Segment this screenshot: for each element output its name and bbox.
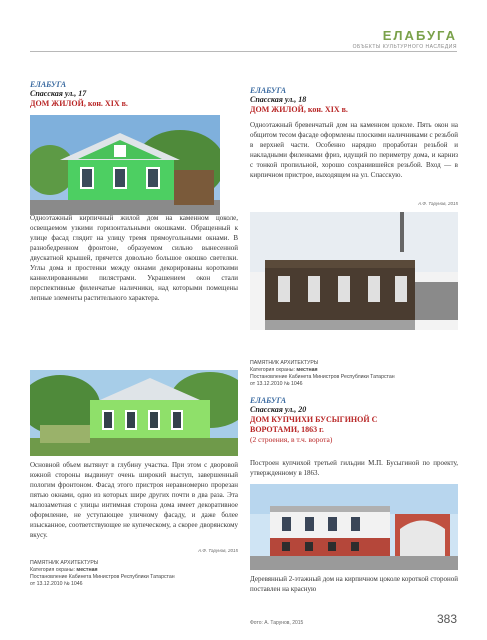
house-title: ДОМ КУПЧИХИ БУСЫГИНОЙ С ВОРОТАМИ, 1863 г. <box>250 415 378 434</box>
house-title: ДОМ ЖИЛОЙ, кон. XIX в. <box>250 105 348 114</box>
page-number: 383 <box>436 612 457 626</box>
city-label: ЕЛАБУГА <box>250 396 287 405</box>
photo-house-17-front <box>30 115 220 215</box>
entry-18-description: Одноэтажный бревенчатый дом на каменном цоколе. Пять окон на общитом тесом фасаде оформлены плоскими наличниками с резьбой в верхней части. Особенно нарядно проработан резьбой и накладными филенками фриз, идущий по периметру дома, и карниз с тонкой пропильной, хорошо сохранившейся резьбой. Вход — в кирпичном пристрое, выходящем на ул. Спасскую. <box>250 121 458 179</box>
monument-info-18 <box>250 360 460 388</box>
photo-house-20 <box>250 484 458 570</box>
street-address: Спасская ул., 17 <box>30 89 87 98</box>
header-divider <box>30 51 457 52</box>
entry-20-description-2: Деревянный 2-этажный дом на кирпичном цоколе короткой стороной поставлен на красную <box>250 575 458 593</box>
house-note: (2 строения, в т.ч. ворота) <box>250 435 333 444</box>
street-address: Спасская ул., 20 <box>250 405 307 414</box>
decree-date: от 13.12.2010 № 1046 <box>250 381 303 387</box>
monument-title: ПАМЯТНИК АРХИТЕКТУРЫ <box>30 560 99 566</box>
section-subtitle: ОБЪЕКТЫ КУЛЬТУРНОГО НАСЛЕДИЯ <box>352 44 457 50</box>
city-label: ЕЛАБУГА <box>30 80 67 89</box>
photo-credit-18: А.Ф. Тарунов, 2015 <box>418 201 458 206</box>
entry-17-description-2: Основной объем вытянут в глубину участка. При этом с дворовой южной стороны выдвинут очень широкий выступ, завершенный пологим фронтоном. Фасад этого пристроя неравномерно прорезан пятью окнами, одно из которых шире других почти в два раза. Эта малозаметная с улицы интимная сторона дома имеет декоративное оформление, не уступающее уличному фасаду, и даже более изысканное, соответствующее не купеческому, а скорее дворянскому вкусу. <box>30 461 238 539</box>
city-label: ЕЛАБУГА <box>250 86 287 95</box>
entry-20-heading <box>250 396 460 444</box>
entry-17-heading <box>30 80 220 108</box>
section-title: ЕЛАБУГА <box>382 28 457 43</box>
street-address: Спасская ул., 18 <box>250 95 307 104</box>
entry-17-description-1: Одноэтажный кирпичный жилой дом на каменном цоколе, освещаемом узкими горизонтальными окошками. Обращенный к улице фасад глядит на улицу тремя прямоугольными окнами. В разнобедренном фронтоне, образуемом сильно вынесенной двускатной крышей, прячется довольно большое окошко светелки. Углы дома и простенки между окнами декорированы короткими каннелированными пилястрами. Украшением окон стали перспективные филенчатые наличники, над которыми помещены лепные элементы растительного характера. <box>30 214 238 302</box>
protection-category: Категория охраны: местная <box>250 367 318 373</box>
entry-20-description-1: Построен купчихой третьей гильдии М.П. Бусыгиной по проекту, утвержденному в 1863. <box>250 459 458 477</box>
decree-date: от 13.12.2010 № 1046 <box>30 581 83 587</box>
monument-info-17 <box>30 560 240 588</box>
protection-category: Категория охраны: местная <box>30 567 98 573</box>
entry-18-heading <box>250 86 460 114</box>
photo-credit-17: А.Ф. Тарунов, 2015 <box>198 548 238 553</box>
decree-text: Постановление Кабинета Министров Республики Татарстан <box>250 374 395 380</box>
footer-photo-credit: Фото: А. Тарунов, 2015 <box>250 620 304 626</box>
photo-house-17-yard <box>30 370 238 456</box>
decree-text: Постановление Кабинета Министров Республики Татарстан <box>30 574 175 580</box>
photo-house-18 <box>250 212 458 360</box>
monument-title: ПАМЯТНИК АРХИТЕКТУРЫ <box>250 360 319 366</box>
house-title: ДОМ ЖИЛОЙ, кон. XIX в. <box>30 99 128 108</box>
